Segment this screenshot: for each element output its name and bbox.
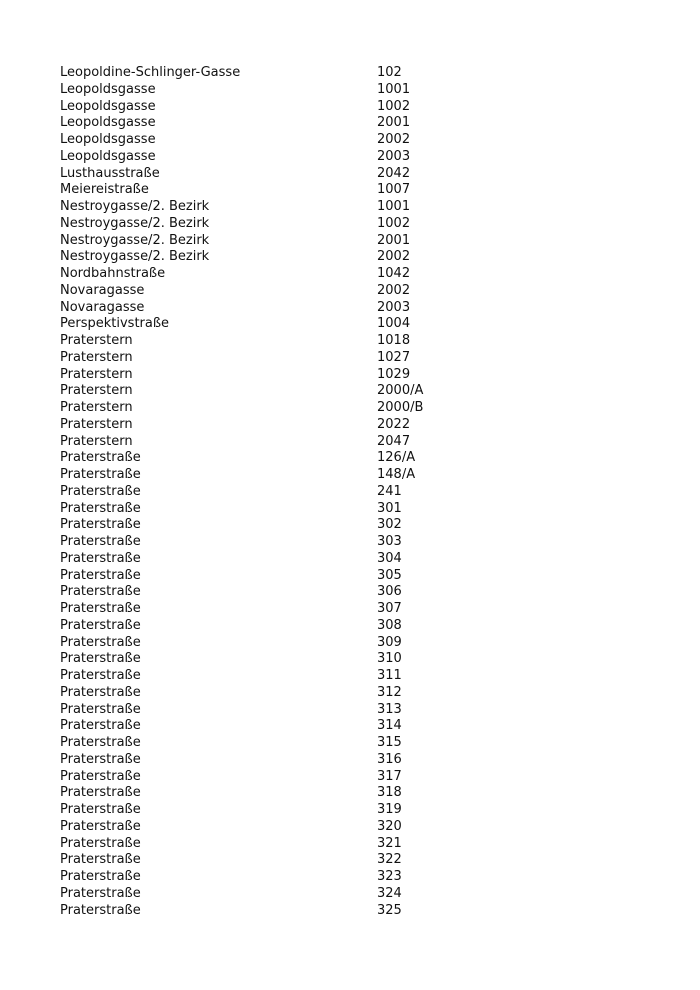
street-name-cell: Praterstern [60,366,133,382]
street-name-cell: Praterstraße [60,902,141,918]
number-cell: 2003 [377,299,411,315]
number-cell: 325 [377,902,402,918]
table-row [60,333,660,350]
street-name-cell: Lusthausstraße [60,165,160,181]
number-cell: 2022 [377,416,411,432]
street-name-cell: Praterstraße [60,550,141,566]
number-cell: 1018 [377,333,411,348]
number-cell: 1007 [377,182,411,198]
table-row [60,300,660,317]
table-row [60,819,660,836]
street-name-cell: Leopoldsgasse [60,115,156,131]
table-row [60,735,660,752]
street-name-cell: Praterstraße [60,634,141,650]
table-row [60,685,660,702]
table-row [60,836,660,853]
street-name-cell: Praterstern [60,383,133,399]
table-row [60,82,660,99]
street-name-cell: Praterstraße [60,701,141,717]
table-row [60,785,660,802]
number-cell: 1029 [377,366,411,382]
number-cell: 314 [377,718,402,734]
number-cell: 313 [377,701,402,717]
table-row [60,233,660,250]
street-name-cell: Nestroygasse/2. Bezirk [60,249,210,265]
number-cell: 1042 [377,266,411,281]
table-row [60,450,660,467]
number-cell: 320 [377,818,402,834]
table-row [60,383,660,400]
table-row [60,903,660,920]
table-row [60,417,660,434]
number-cell: 308 [377,617,402,633]
number-cell: 2002 [377,249,411,265]
table-row [60,65,660,82]
number-cell: 318 [377,785,402,801]
number-cell: 2002 [377,282,411,298]
number-cell: 2003 [377,148,411,164]
number-cell: 2042 [377,165,411,181]
number-cell: 1002 [377,215,411,231]
number-cell: 310 [377,651,402,667]
number-cell: 311 [377,668,402,683]
table-row [60,651,660,668]
street-name-cell: Praterstraße [60,818,141,834]
table-row [60,283,660,300]
table-row [60,869,660,886]
street-name-cell: Nestroygasse/2. Bezirk [60,232,210,248]
street-name-cell: Praterstraße [60,735,141,750]
street-name-cell: Praterstraße [60,534,141,549]
table-row [60,769,660,786]
street-name-cell: Praterstern [60,400,133,415]
street-name-cell: Nestroygasse/2. Bezirk [60,215,210,231]
table-row [60,886,660,903]
number-cell: 1002 [377,98,411,114]
number-cell: 307 [377,601,402,616]
table-row [60,501,660,518]
street-name-cell: Praterstraße [60,869,141,884]
table-row [60,551,660,568]
table-row [60,568,660,585]
street-name-cell: Praterstraße [60,835,141,851]
street-name-cell: Novaragasse [60,282,145,298]
number-cell: 306 [377,584,402,600]
number-cell: 102 [377,65,402,80]
number-cell: 301 [377,500,402,516]
street-name-cell: Praterstraße [60,768,141,784]
table-row [60,266,660,283]
street-name-cell: Praterstraße [60,852,141,868]
street-number-table [60,65,660,919]
number-cell: 317 [377,768,402,784]
street-name-cell: Praterstraße [60,601,141,616]
number-cell: 2047 [377,433,411,449]
table-row [60,517,660,534]
table-row [60,249,660,266]
table-row [60,216,660,233]
table-row [60,467,660,484]
number-cell: 2000/B [377,400,424,415]
table-row [60,802,660,819]
street-name-cell: Leopoldsgasse [60,98,156,114]
street-name-cell: Praterstern [60,333,133,348]
table-row [60,99,660,116]
street-name-cell: Nordbahnstraße [60,266,166,281]
table-row [60,484,660,501]
street-name-cell: Novaragasse [60,299,145,315]
street-name-cell: Leopoldsgasse [60,148,156,164]
table-row [60,132,660,149]
table-row [60,350,660,367]
number-cell: 315 [377,735,402,750]
street-name-cell: Praterstern [60,433,133,449]
table-row [60,115,660,132]
street-name-cell: Meiereistraße [60,182,149,198]
table-row [60,166,660,183]
number-cell: 303 [377,534,402,549]
street-name-cell: Praterstraße [60,651,141,667]
street-name-cell: Praterstraße [60,885,141,901]
street-name-cell: Praterstraße [60,751,141,767]
number-cell: 302 [377,517,402,533]
number-cell: 1001 [377,199,411,214]
table-row [60,367,660,384]
street-name-cell: Praterstraße [60,584,141,600]
number-cell: 309 [377,634,402,650]
street-name-cell: Praterstraße [60,467,141,482]
number-cell: 321 [377,835,402,851]
street-name-cell: Praterstraße [60,617,141,633]
number-cell: 2001 [377,115,411,131]
street-name-cell: Praterstraße [60,517,141,533]
table-row [60,182,660,199]
number-cell: 1027 [377,349,411,365]
table-row [60,702,660,719]
number-cell: 304 [377,550,402,566]
street-name-cell: Leopoldine-Schlinger-Gasse [60,65,241,80]
table-row [60,434,660,451]
street-name-cell: Praterstraße [60,483,141,499]
number-cell: 2002 [377,132,411,147]
street-name-cell: Perspektivstraße [60,316,170,332]
number-cell: 312 [377,684,402,700]
number-cell: 126/A [377,450,416,466]
number-cell: 2001 [377,232,411,248]
table-row [60,400,660,417]
number-cell: 241 [377,483,402,499]
street-name-cell: Leopoldsgasse [60,81,156,97]
number-cell: 1004 [377,316,411,332]
table-row [60,635,660,652]
number-cell: 2000/A [377,383,424,399]
number-cell: 323 [377,869,402,884]
table-row [60,149,660,166]
street-name-cell: Praterstern [60,349,133,365]
table-row [60,852,660,869]
table-row [60,199,660,216]
table-row [60,718,660,735]
table-row [60,601,660,618]
number-cell: 305 [377,567,402,583]
table-row [60,534,660,551]
street-name-cell: Leopoldsgasse [60,132,156,147]
street-name-cell: Praterstern [60,416,133,432]
number-cell: 148/A [377,467,416,482]
table-row [60,752,660,769]
number-cell: 324 [377,885,402,901]
table-row [60,668,660,685]
street-name-cell: Praterstraße [60,450,141,466]
number-cell: 322 [377,852,402,868]
street-name-cell: Praterstraße [60,668,141,683]
street-name-cell: Praterstraße [60,718,141,734]
table-row [60,584,660,601]
street-name-cell: Praterstraße [60,567,141,583]
street-name-cell: Praterstraße [60,500,141,516]
street-name-cell: Praterstraße [60,785,141,801]
street-name-cell: Praterstraße [60,684,141,700]
street-name-cell: Praterstraße [60,802,141,817]
number-cell: 316 [377,751,402,767]
table-row [60,316,660,333]
number-cell: 1001 [377,81,411,97]
number-cell: 319 [377,802,402,817]
street-name-cell: Nestroygasse/2. Bezirk [60,199,210,214]
table-row [60,618,660,635]
